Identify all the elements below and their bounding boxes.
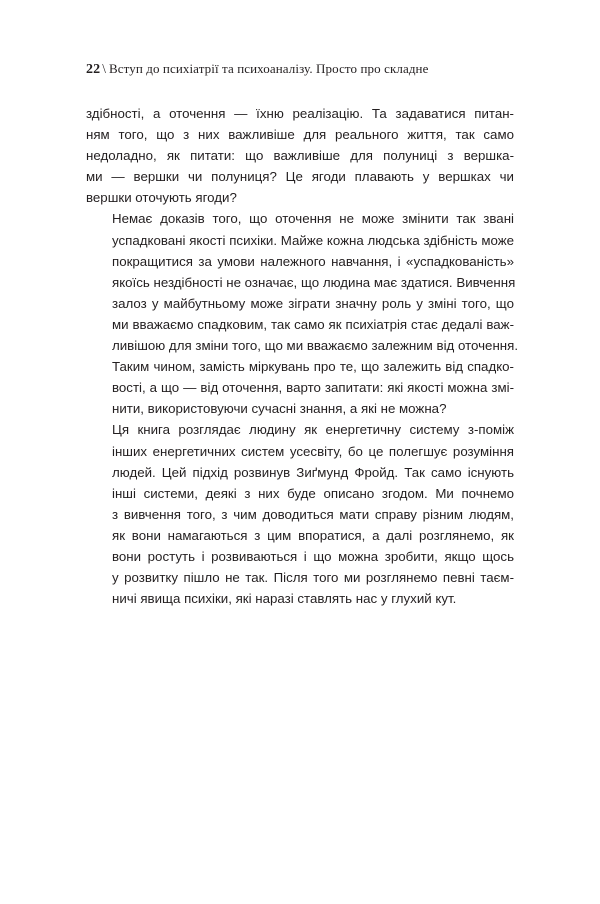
running-head-title: Вступ до психіатрії та психоаналізу. Просто про складне (108, 61, 429, 76)
text-line: ничі явища психіки, які наразі ставлять нас у глухий кут. (112, 591, 457, 607)
paragraph-2 (86, 208, 519, 419)
body-text (86, 103, 519, 609)
text-line: як вони намагаються з цим впоратися, а далі розглянемо, як (112, 527, 514, 543)
text-line: інші системи, деякі з них буде описано згодом. Ми почнемо (112, 485, 514, 501)
text-line: здібності, а оточення — їхню реалізацію. Та задаватися питан- (86, 106, 514, 121)
text-line: ливішою для зміни того, що ми вважаємо залежним від оточення. (112, 338, 519, 354)
page-number: 22 (86, 62, 101, 77)
text-line: у розвитку пішло не так. Після того ми розглянемо певні таєм- (112, 570, 514, 586)
text-line: з вивчення того, з чим доводиться мати справу різним людям, (112, 506, 514, 522)
text-line: вості, а що — від оточення, варто запитати: які якості можна змі- (112, 380, 514, 396)
text-line: успадковані якості психіки. Майже кожна людська здібність може (112, 232, 514, 248)
text-line: залоз у майбутньому може зіграти значну роль у зміні того, що (112, 295, 514, 311)
text-line: інших енергетичних систем усесвіту, бо це полегшує розуміння (112, 443, 514, 459)
text-line: ми вважаємо спадковим, так само як психіатрія стає дедалі важ- (112, 316, 514, 332)
text-line: людей. Цей підхід розвинув Зиґмунд Фройд. Так само існують (112, 464, 514, 480)
text-line: ням того, що з них важливіше для реального життя, так само (86, 127, 514, 143)
text-line: Таким чином, замість міркувань про те, що залежить від спадко- (112, 359, 514, 375)
text-line: нити, використовуючи сучасні знання, а які не можна? (112, 401, 447, 417)
text-line: ми — вершки чи полуниця? Це ягоди плавають у вершках чи (86, 169, 514, 185)
running-head-separator: \ (102, 61, 106, 76)
text-line: вони ростуть і розвиваються і що можна зробити, якщо щось (112, 548, 514, 564)
paragraph-3 (86, 419, 514, 609)
running-head (86, 60, 526, 79)
text-line: вершки оточують ягоди? (86, 190, 237, 206)
text-line: недоладно, як питати: що важливіше для полуниці з вершка- (86, 148, 514, 164)
text-line: покращитися за умови належного навчання, і «успадкованість» (112, 253, 514, 269)
paragraph-1 (86, 103, 514, 208)
text-line: Немає доказів того, що оточення не може змінити так звані (112, 211, 514, 227)
text-line: Ця книга розглядає людину як енергетичну систему з-поміж (112, 422, 514, 438)
text-line: якоїсь нездібності не означає, що людина має здатися. Вивчення (112, 274, 516, 290)
